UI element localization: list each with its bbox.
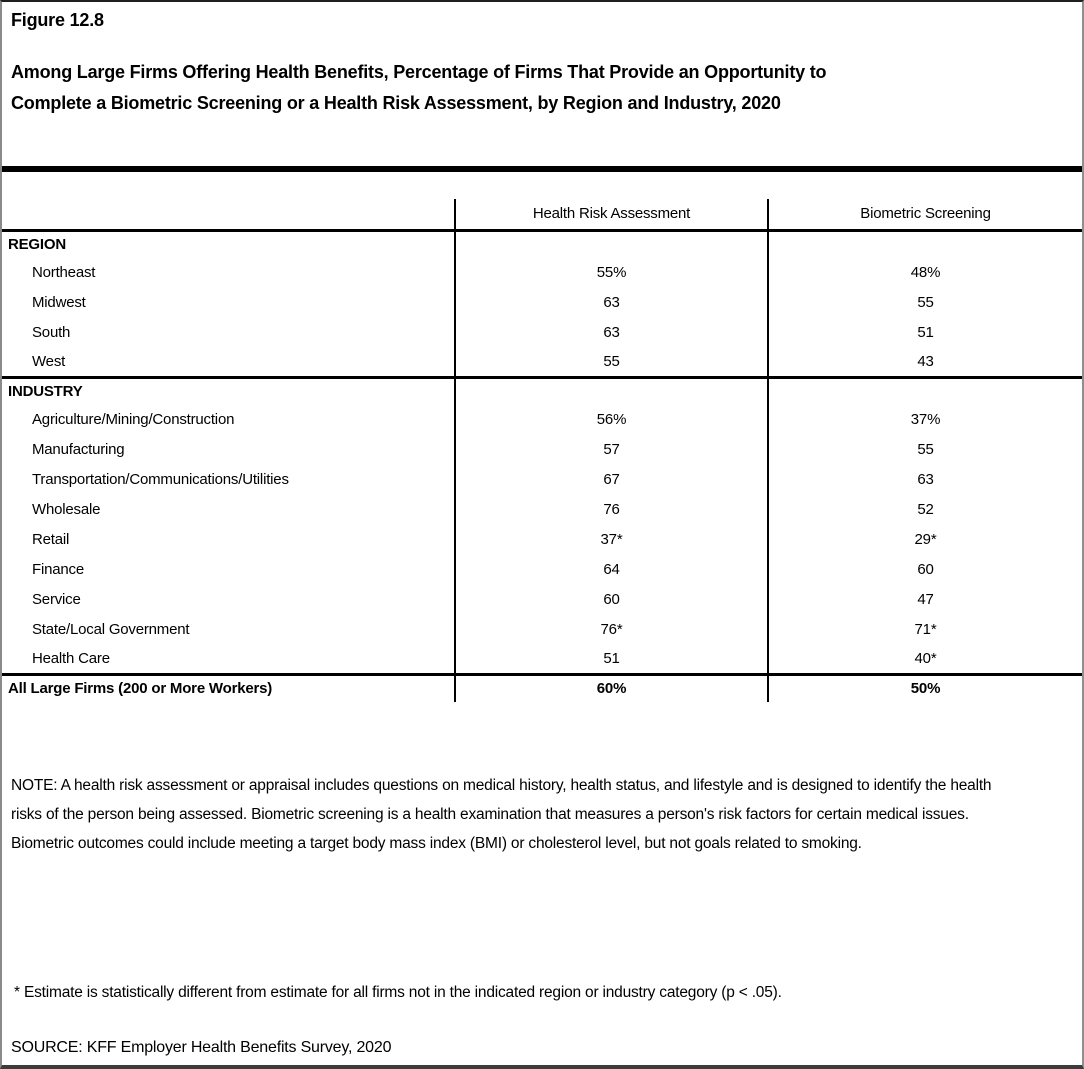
biometric-value: 51 [768, 317, 1082, 347]
table-row [2, 434, 1082, 464]
figure-number: Figure 12.8 [11, 10, 104, 30]
biometric-value: 43 [768, 347, 1082, 377]
table-row [2, 404, 1082, 434]
total-row [2, 674, 1082, 702]
hra-value: 63 [455, 287, 768, 317]
row-label: Manufacturing [32, 440, 125, 458]
hra-value: 76* [455, 614, 768, 644]
hra-value: 60 [455, 584, 768, 614]
biometric-value: 55 [768, 287, 1082, 317]
row-label: Health Care [2, 644, 455, 674]
total-label: All Large Firms (200 or More Workers) [8, 680, 273, 698]
biometric-value: 55 [768, 434, 1082, 464]
row-label: South [32, 323, 71, 341]
biometric-value: 71* [768, 614, 1082, 644]
row-label: Retail [32, 530, 70, 548]
row-label: Service [32, 590, 81, 608]
table-header-row [2, 199, 1082, 230]
biometric-value: 40* [768, 644, 1082, 674]
table-row [2, 347, 1082, 377]
table-row [2, 524, 1082, 554]
section-row-region [2, 230, 1082, 257]
section-row-industry [2, 377, 1082, 404]
row-label: State/Local Government [32, 620, 190, 638]
note-text: NOTE: A health risk assessment or appraisal includes questions on medical history, health status, and lifestyle and is designed to identify the health risks of the person being assessed. Biometric screening is a health examination that measures a person's risk factors for certain medical issues. Biometric outcomes could include meeting a target body mass index (BMI) or cholesterol level, but not goals related to smoking. [11, 777, 992, 852]
benefits-table [2, 199, 1082, 702]
row-label: Agriculture/Mining/Construction [32, 410, 235, 428]
biometric-value: 29* [768, 524, 1082, 554]
table-row [2, 554, 1082, 584]
biometric-value: 47 [768, 584, 1082, 614]
table-row [2, 317, 1082, 347]
hra-value: 37* [455, 524, 768, 554]
row-label: Finance [32, 560, 84, 578]
table-row [2, 584, 1082, 614]
hra-value: 51 [455, 644, 768, 674]
header-spacer-cell [2, 199, 455, 230]
biometric-value: 48% [768, 257, 1082, 287]
table-row [2, 644, 1082, 674]
table-row [2, 257, 1082, 287]
table-row [2, 614, 1082, 644]
header-hra: Health Risk Assessment [455, 199, 768, 230]
header-biometric: Biometric Screening [768, 199, 1082, 230]
hra-value: 63 [455, 317, 768, 347]
hra-value: 64 [455, 554, 768, 584]
row-label: West [2, 347, 455, 377]
row-label: Northeast [32, 263, 96, 281]
section-label: REGION [8, 235, 66, 253]
biometric-value: 60 [768, 554, 1082, 584]
hra-value: 57 [455, 434, 768, 464]
table-row [2, 287, 1082, 317]
footnote-text: * Estimate is statistically different from estimate for all firms not in the indicated region or industry category (p < .05). [14, 984, 782, 1001]
row-label: Transportation/Communications/Utilities [32, 470, 289, 488]
figure-title: Among Large Firms Offering Health Benefits, Percentage of Firms That Provide an Opportunity to Complete a Biometric Screening or a Health Risk Assessment, by Region and Industry, 2020 [11, 62, 827, 113]
source-text: SOURCE: KFF Employer Health Benefits Survey, 2020 [11, 1039, 392, 1056]
hra-value: 55% [455, 257, 768, 287]
total-biometric-value: 50% [768, 674, 1082, 702]
hra-value: 56% [455, 404, 768, 434]
table-container [2, 199, 1082, 702]
biometric-value: 63 [768, 464, 1082, 494]
title-divider-rule [2, 166, 1082, 172]
table-row [2, 494, 1082, 524]
hra-value: 55 [455, 347, 768, 377]
biometric-value: 52 [768, 494, 1082, 524]
row-label: Midwest [32, 293, 86, 311]
section-label: INDUSTRY [8, 382, 83, 400]
biometric-value: 37% [768, 404, 1082, 434]
table-row [2, 464, 1082, 494]
row-label: Wholesale [32, 500, 101, 518]
hra-value: 67 [455, 464, 768, 494]
hra-value: 76 [455, 494, 768, 524]
total-hra-value: 60% [455, 674, 768, 702]
